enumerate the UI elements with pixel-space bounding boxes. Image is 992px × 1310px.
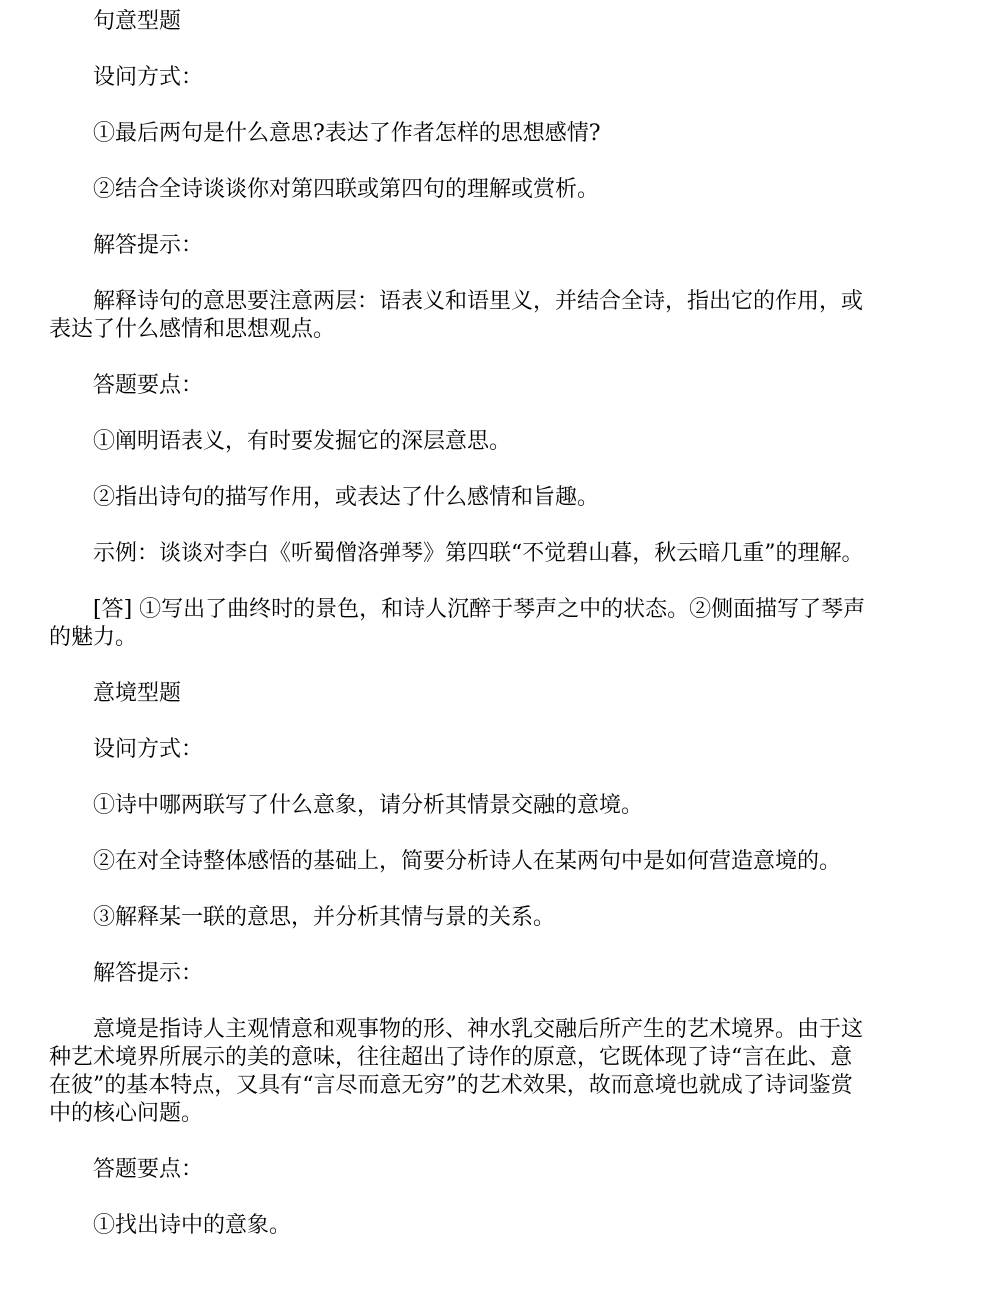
example-answer: [答] ①写出了曲终时的景色，和诗人沉醉于琴声之中的状态。②侧面描写了琴声的魅力。 <box>49 597 866 650</box>
question-item: ②在对全诗整体感悟的基础上，简要分析诗人在某两句中是如何营造意境的。 <box>93 849 842 874</box>
answer-hint-text: 意境是指诗人主观情意和观事物的形、神水乳交融后所产生的艺术境界。由于这种艺术境界所展示的美的意味，往往超出了诗作的原意，它既体现了诗“言在此、意在彼”的基本特点，又具有“言尽而意无穷”的艺术效果，故而意境也就成了诗词鉴赏中的核心问题。 <box>49 1017 864 1126</box>
answer-hint-text: 解释诗句的意思要注意两层：语表义和语里义，并结合全诗，指出它的作用，或表达了什么感情和思想观点。 <box>49 289 864 342</box>
answer-point-item: ②指出诗句的描写作用，或表达了什么感情和旨趣。 <box>93 485 600 510</box>
question-format-label: 设问方式： <box>93 737 204 762</box>
question-item: ②结合全诗谈谈你对第四联或第四句的理解或赏析。 <box>93 177 600 202</box>
answer-point-item: ①找出诗中的意象。 <box>93 1213 292 1238</box>
answer-hint-label: 解答提示： <box>93 233 204 258</box>
question-format-label: 设问方式： <box>93 65 204 90</box>
heading-artistic-conception: 意境型题 <box>93 681 182 706</box>
document-body <box>49 8 869 1268</box>
question-item: ①最后两句是什么意思?表达了作者怎样的思想感情? <box>93 121 601 146</box>
answer-hint-label: 解答提示： <box>93 961 204 986</box>
answer-points-label: 答题要点： <box>93 1157 204 1182</box>
example-question: 示例：谈谈对李白《听蜀僧洛弹琴》第四联“不觉碧山暮，秋云暗几重”的理解。 <box>93 541 864 566</box>
question-item: ①诗中哪两联写了什么意象，请分析其情景交融的意境。 <box>93 793 644 818</box>
answer-points-label: 答题要点： <box>93 373 204 398</box>
heading-sentence-meaning: 句意型题 <box>93 9 182 34</box>
answer-point-item: ①阐明语表义，有时要发掘它的深层意思。 <box>93 429 512 454</box>
question-item: ③解释某一联的意思，并分析其情与景的关系。 <box>93 905 556 930</box>
